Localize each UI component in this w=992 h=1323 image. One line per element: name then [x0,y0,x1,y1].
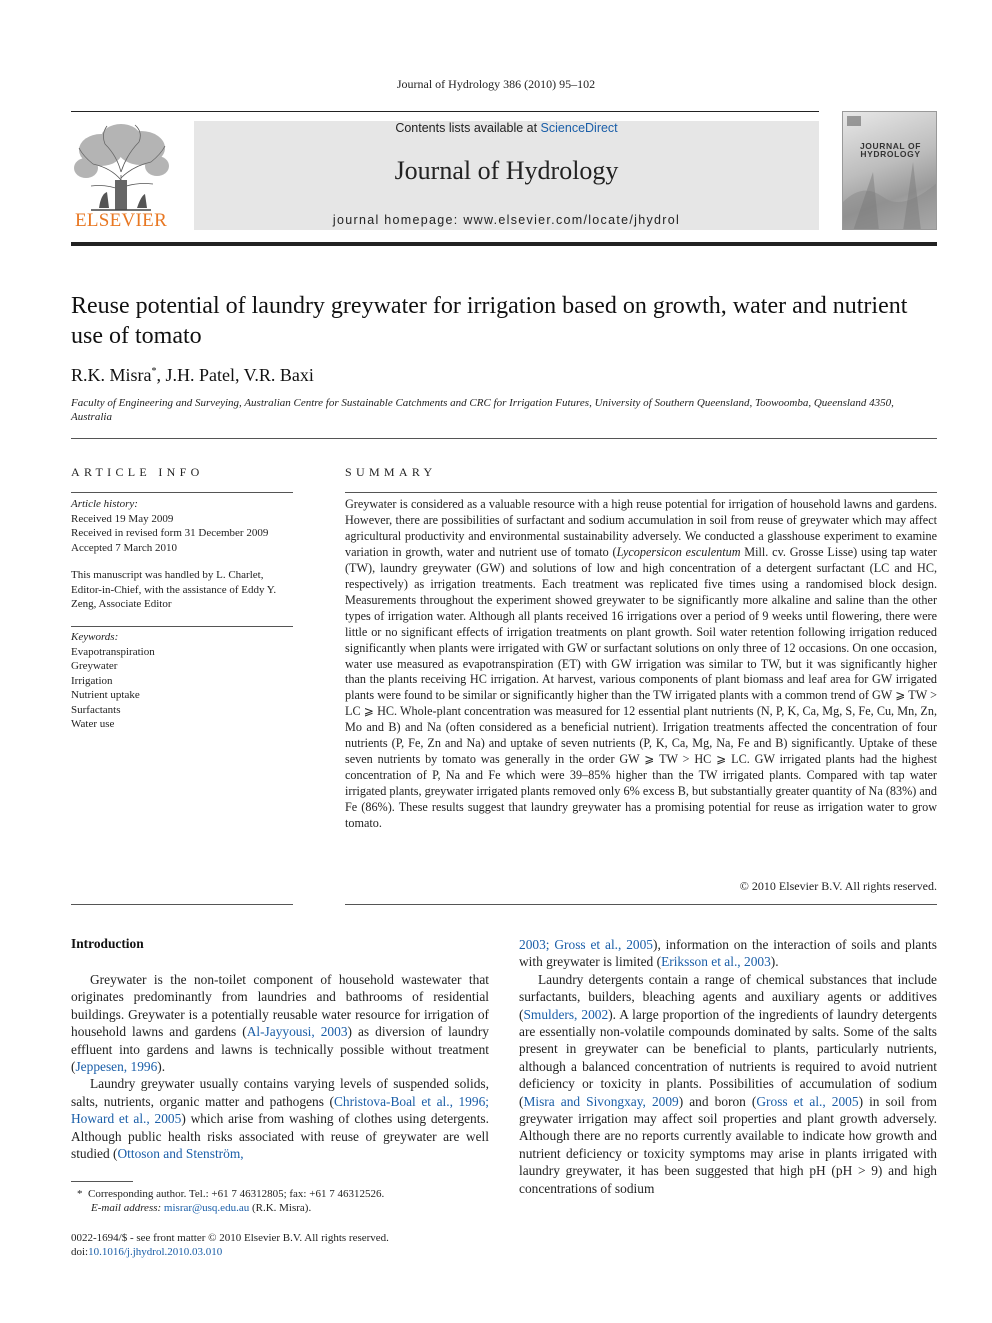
footnote-rule [71,1181,133,1182]
citation-link[interactable]: Christova-Boal et al., 1996; Howard et al., 2005 [71,1093,489,1127]
contents-prefix: Contents lists available at [395,121,541,135]
cover-title-line-2: HYDROLOGY [860,149,921,159]
journal-citation: Journal of Hydrology 386 (2010) 95–102 [396,77,596,91]
article-info-bottom-rule [71,904,293,905]
author-misra[interactable]: R.K. Misra [71,365,152,385]
text: ). [770,954,779,970]
text: ) and boron ( [678,1093,757,1109]
footnote-mark: * [77,1188,83,1200]
citation-link[interactable]: Ottoson and Stenström, [117,1146,244,1162]
text: Laundry detergents contain a range of chemical substances that include surfactants, builders, bleaching agents and auxiliary agents or additives ( [519,971,937,1022]
keywords-rule [71,626,293,627]
contents-line [194,121,819,135]
cover-title-line-1: JOURNAL OF [859,141,922,151]
keyword: Evapotranspiration [71,645,155,658]
revised-date: Received in revised form 31 December 2009 [71,527,269,539]
received-date: Received 19 May 2009 [71,512,174,525]
citation-link[interactable]: 2003; Gross et al., 2005 [519,937,654,952]
text: ), information on the interaction of soils and plants with greywater is limited ( [519,937,937,970]
citation-link[interactable]: Al-Jayyousi, 2003 [246,1024,348,1040]
email-suffix: (R.K. Misra). [249,1202,312,1214]
intro-paragraph-1 [71,971,489,1075]
citation-link[interactable]: Eriksson et al., 2003 [661,954,771,970]
header-bottom-rule [71,242,937,246]
publisher-wordmark: ELSEVIER [74,210,168,231]
doi-link[interactable]: 10.1016/j.jhydrol.2010.03.010 [88,1246,223,1258]
journal-homepage[interactable]: journal homepage: www.elsevier.com/locate/jhydrol [332,213,681,227]
species-name: Lycopersicon esculentum [616,544,741,559]
accepted-date: Accepted 7 March 2010 [71,541,177,554]
text: Laundry greywater usually contains varying levels of suspended solids, salts, nutrients, organic matter and pathogens ( [71,1076,489,1109]
keyword: Irrigation [71,674,113,687]
journal-cover-image [842,111,937,230]
text: ). [157,1059,166,1075]
intro-paragraph-2 [71,1075,489,1162]
history-label: Article history: [71,498,138,510]
text: Greywater is the non-toilet component of household wastewater that originates predominantly from laundries and bathrooms of residential buildings. Greywater is a potentially reusable water resource for irrigation of household lawns and gardens ( [71,972,489,1040]
author-others: , J.H. Patel, V.R. Baxi [156,365,314,385]
text: ) as diversion of laundry effluent into gardens and lawns is technically possible without treatment ( [71,1024,489,1075]
body-right-column [519,936,937,1197]
body-left-column [71,971,489,1162]
author-email-link[interactable]: misrar@usq.edu.au [163,1202,250,1214]
cover-title [843,142,937,158]
text: ) which arise from washing of clothes using detergents. Although public health risks associated with reuse of greywater are well studied ( [71,1111,489,1162]
citation-link[interactable]: Smulders, 2002 [523,1006,609,1022]
author-affiliation: Faculty of Engineering and Surveying, Australian Centre for Sustainable Catchments and CRC for Irrigation Futures, University of Southern Queensland, Toowoomba, Queensland 4350, Australia [71,397,894,423]
journal-title: Journal of Hydrology [394,156,619,185]
doi-label: doi: [71,1246,89,1258]
header-top-rule [71,111,819,112]
citation-link[interactable]: Misra and Sivongxay, 2009 [523,1093,679,1109]
summary-heading: SUMMARY [345,465,437,479]
intro-paragraph-3 [519,971,937,1197]
keyword: Water use [71,718,115,730]
cover-texture [843,112,937,230]
summary-text [345,497,937,832]
article-info-heading: ARTICLE INFO [71,465,204,479]
sciencedirect-link[interactable]: ScienceDirect [540,121,618,135]
doi-line [71,1245,222,1259]
corresponding-author-footnote [77,1187,384,1215]
intro-paragraph-2-continued [519,936,937,971]
summary-part-2: Mill. cv. Grosse Lisse) using tap water (TW), laundry greywater (GW) and solutions of low and high concentration of a detergent surfactant (LC and HC, respectively) as irrigation treatments. Each treatment was replicated five times using a randomised block design. Measurements throughout the experiment showed greywater to be significantly more alkaline and saline than the other types of irrigation water. Although all plants received 16 irrigations over a period of 9 weeks until flowering, there were little or no significant effects of irrigation treatments on plant growth. Soil water retention following irrigation reduced significantly when plants were irrigated with GW or surfactant solutions on only three of 12 occasions. On one occasion, water use measured as evapotranspiration (ET) with GW irrigation was similar to TW, but it was significantly higher than the plants receiving HC irrigation. At harvest, various components of plant biomass and leaf area for GW irrigated plants were found to be similar or significantly higher than the TW irrigated plants with a common trend of GW ⩾ TW > LC ⩾ HC. Whole-plant concentration was measured for 12 essential plant nutrients (N, P, K, Ca, Mg, S, Fe, Cu, Mn, Zn, Mo and B) and Na (often considered as a beneficial nutrient). Irrigation treatments affected the concentration of four nutrients (P, Fe, Zn and Na) and uptake of seven nutrients (P, K, Ca, Mg, Na, Fe and B) significantly. Uptake of these seven nutrients by tomato was generally in the order GW ⩾ TW > HC ⩾ LC. GW irrigated plants had the highest concentration of P, Na and Fe which were 39–85% higher than the TW irrigated plants. Compared with tap water irrigated plants, greywater irrigated plants removed only 6% excess B, but substantially greater quantity of Na (83%) and Fe (86%). These results suggest that laundry greywater has a promising potential for reuse as irrigation water to grow tomato. [345,544,937,831]
keywords-label: Keywords: [71,631,119,643]
keyword: Surfactants [71,703,121,716]
elsevier-tree-logo [71,120,171,212]
keyword: Greywater [71,660,118,672]
article-history [71,497,293,555]
handling-editor-note: This manuscript was handled by L. Charlet, Editor-in-Chief, with the assistance of Eddy Y. Zeng, Associate Editor [71,569,277,610]
keyword: Nutrient uptake [71,689,140,701]
text: ). A large proportion of the ingredients of laundry detergents are essentially non-volatile compounds dominated by salts. Some of the salts present in greywater can be beneficial to plants, particularly nutrients, although a balanced concentration of nutrients is required to avoid nutrient deficiency or toxicity in plants. Possibilities of accumulation of sodium ( [519,1006,937,1109]
citation-link[interactable]: Jeppesen, 1996 [75,1059,158,1075]
corresponding-author-mark[interactable]: * [151,366,157,377]
text: ) in soil from greywater irrigation may affect soil properties and plant growth adversely. Although there are no reports currently available to indicate how growth and nutrient deficiency or toxicity symptoms may arise in plants irrigated with laundry greywater, it has been suggested that high pH (pH > 9) and high concentrations of sodium [519,1093,937,1196]
title-block-rule [71,438,937,439]
introduction-heading: Introduction [71,936,144,951]
summary-copyright: © 2010 Elsevier B.V. All rights reserved. [739,879,937,893]
article-title: Reuse potential of laundry greywater for irrigation based on growth, water and nutrient use of tomato [71,293,908,349]
summary-bottom-rule [345,904,937,905]
keywords-block [71,630,293,732]
summary-rule [345,492,937,493]
email-label: E-mail address: [91,1202,162,1214]
article-authors [71,365,314,386]
citation-link[interactable]: Gross et al., 2005 [756,1093,859,1109]
footnote-contact: Corresponding author. Tel.: +61 7 46312805; fax: +61 7 46312526. [88,1188,385,1200]
issn-line: 0022-1694/$ - see front matter © 2010 Elsevier B.V. All rights reserved. [71,1232,389,1244]
summary-part-1: Greywater is considered as a valuable resource with a high reuse potential for irrigation of household lawns and gardens. However, there are possibilities of surfactant and sodium accumulation in soil from reuse of greywater which may affect agricultural productivity and environmental sustainability adversely. We conducted a glasshouse experiment to examine variation in growth, water and nutrient use of tomato ( [345,497,937,559]
article-info-rule [71,492,293,493]
